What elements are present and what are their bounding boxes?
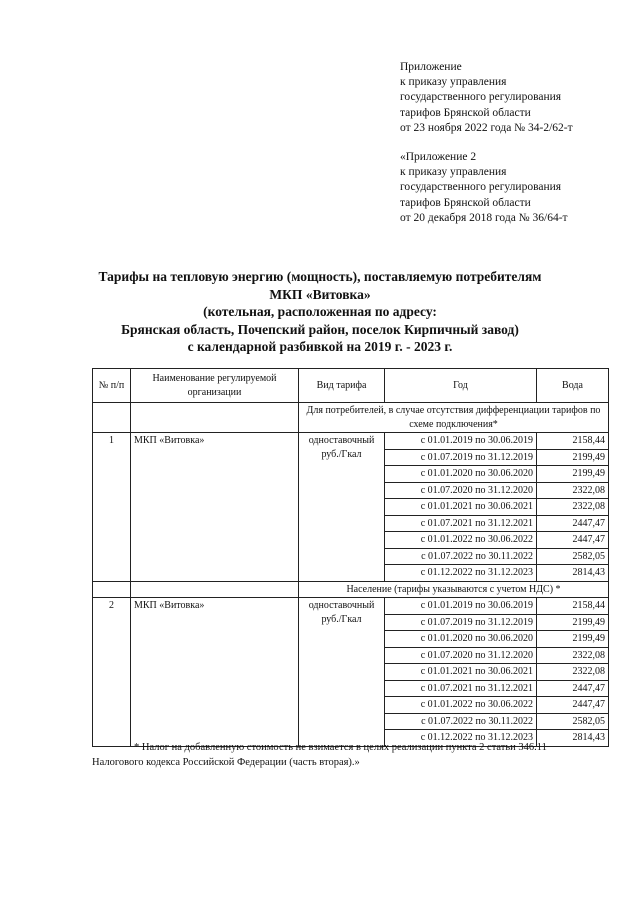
- period-cell: с 01.07.2021 по 31.12.2021: [385, 680, 537, 697]
- empty-cell: [93, 403, 131, 433]
- tariff-table: [92, 368, 609, 747]
- empty-cell: [131, 581, 299, 598]
- period-cell: с 01.12.2022 по 31.12.2023: [385, 565, 537, 582]
- period-cell: с 01.07.2021 по 31.12.2021: [385, 515, 537, 532]
- appendix-line: к приказу управления: [400, 166, 507, 179]
- water-tariff-value: 2447,47: [537, 680, 609, 697]
- appendix-line: от 23 ноября 2022 года № 34-2/62-т: [400, 121, 573, 134]
- appendix-line: тарифов Брянской области: [400, 196, 531, 209]
- water-tariff-value: 2322,08: [537, 647, 609, 664]
- period-cell: с 01.07.2020 по 31.12.2020: [385, 647, 537, 664]
- water-tariff-value: 2199,49: [537, 631, 609, 648]
- period-cell: с 01.07.2022 по 30.11.2022: [385, 713, 537, 730]
- water-tariff-value: 2199,49: [537, 449, 609, 466]
- appendix-line: Приложение: [400, 61, 462, 73]
- footnote-line: * Налог на добавленную стоимость не взимается в целях реализации пункта 2 статьи 346.11: [134, 742, 547, 753]
- period-cell: с 01.07.2020 по 31.12.2020: [385, 482, 537, 499]
- section-caption: Для потребителей, в случае отсутствия дифференциации тарифов по схеме подключения*: [299, 403, 609, 433]
- water-tariff-value: 2322,08: [537, 482, 609, 499]
- period-cell: с 01.01.2020 по 30.06.2020: [385, 466, 537, 483]
- water-tariff-value: 2322,08: [537, 499, 609, 516]
- water-tariff-value: 2582,05: [537, 548, 609, 565]
- appendix-line: от 20 декабря 2018 года № 36/64-т: [400, 211, 568, 224]
- tariff-type: одноставочный руб./Гкал: [299, 433, 385, 582]
- water-tariff-value: 2447,47: [537, 515, 609, 532]
- row-number: 2: [93, 598, 131, 747]
- title-line: Тарифы на тепловую энергию (мощность), поставляемую потребителям: [98, 269, 542, 284]
- appendix-line: государственного регулирования: [400, 91, 562, 104]
- organization-name: МКП «Витовка»: [131, 598, 299, 747]
- section-caption-row: [93, 403, 609, 433]
- period-cell: с 01.12.2022 по 31.12.2023: [385, 730, 537, 747]
- period-cell: с 01.01.2021 по 30.06.2021: [385, 664, 537, 681]
- period-cell: с 01.07.2019 по 31.12.2019: [385, 614, 537, 631]
- tariff-type: одноставочный руб./Гкал: [299, 598, 385, 747]
- water-tariff-value: 2199,49: [537, 466, 609, 483]
- water-tariff-value: 2158,44: [537, 433, 609, 450]
- water-tariff-value: 2322,08: [537, 664, 609, 681]
- header-type: Вид тарифа: [299, 369, 385, 403]
- water-tariff-value: 2814,43: [537, 565, 609, 582]
- period-cell: с 01.07.2019 по 31.12.2019: [385, 449, 537, 466]
- section-caption: Население (тарифы указываются с учетом НДС) *: [299, 581, 609, 598]
- water-tariff-value: 2199,49: [537, 614, 609, 631]
- empty-cell: [93, 581, 131, 598]
- header-year: Год: [385, 369, 537, 403]
- water-tariff-value: 2814,43: [537, 730, 609, 747]
- period-cell: с 01.01.2019 по 30.06.2019: [385, 598, 537, 615]
- water-tariff-value: 2582,05: [537, 713, 609, 730]
- period-cell: с 01.01.2020 по 30.06.2020: [385, 631, 537, 648]
- period-cell: с 01.01.2021 по 30.06.2021: [385, 499, 537, 516]
- period-cell: с 01.01.2022 по 30.06.2022: [385, 697, 537, 714]
- empty-cell: [131, 403, 299, 433]
- period-cell: с 01.07.2022 по 30.11.2022: [385, 548, 537, 565]
- water-tariff-value: 2447,47: [537, 697, 609, 714]
- row-number: 1: [93, 433, 131, 582]
- period-cell: с 01.01.2022 по 30.06.2022: [385, 532, 537, 549]
- table-body: [93, 403, 609, 747]
- appendix-line: тарифов Брянской области: [400, 106, 531, 119]
- period-cell: с 01.01.2019 по 30.06.2019: [385, 433, 537, 450]
- section-caption-row: [93, 581, 609, 598]
- title-line: (котельная, расположенная по адресу:: [203, 304, 437, 319]
- title-line: Брянская область, Почепский район, поселок Кирпичный завод): [121, 321, 519, 337]
- water-tariff-value: 2447,47: [537, 532, 609, 549]
- organization-name: МКП «Витовка»: [131, 433, 299, 582]
- appendix-line: «Приложение 2: [400, 151, 477, 163]
- appendix-line: к приказу управления: [400, 76, 507, 89]
- appendix-current-order: [400, 60, 630, 136]
- title-line: с календарной разбивкой на 2019 г. - 2023 г.: [187, 339, 453, 354]
- appendix-original-order: [400, 150, 630, 226]
- table-row: [93, 433, 609, 450]
- table-header-row: [93, 369, 609, 403]
- table-row: [93, 598, 609, 615]
- footnote: [92, 740, 612, 770]
- header-water: Вода: [537, 369, 609, 403]
- header-num: № п/п: [93, 369, 131, 403]
- footnote-line: Налогового кодекса Российской Федерации (часть вторая).»: [92, 757, 360, 768]
- title-line: МКП «Витовка»: [269, 286, 371, 302]
- appendix-line: государственного регулирования: [400, 181, 562, 194]
- header-org: Наименование регулируемой организации: [131, 369, 299, 403]
- document-title: [60, 268, 580, 356]
- water-tariff-value: 2158,44: [537, 598, 609, 615]
